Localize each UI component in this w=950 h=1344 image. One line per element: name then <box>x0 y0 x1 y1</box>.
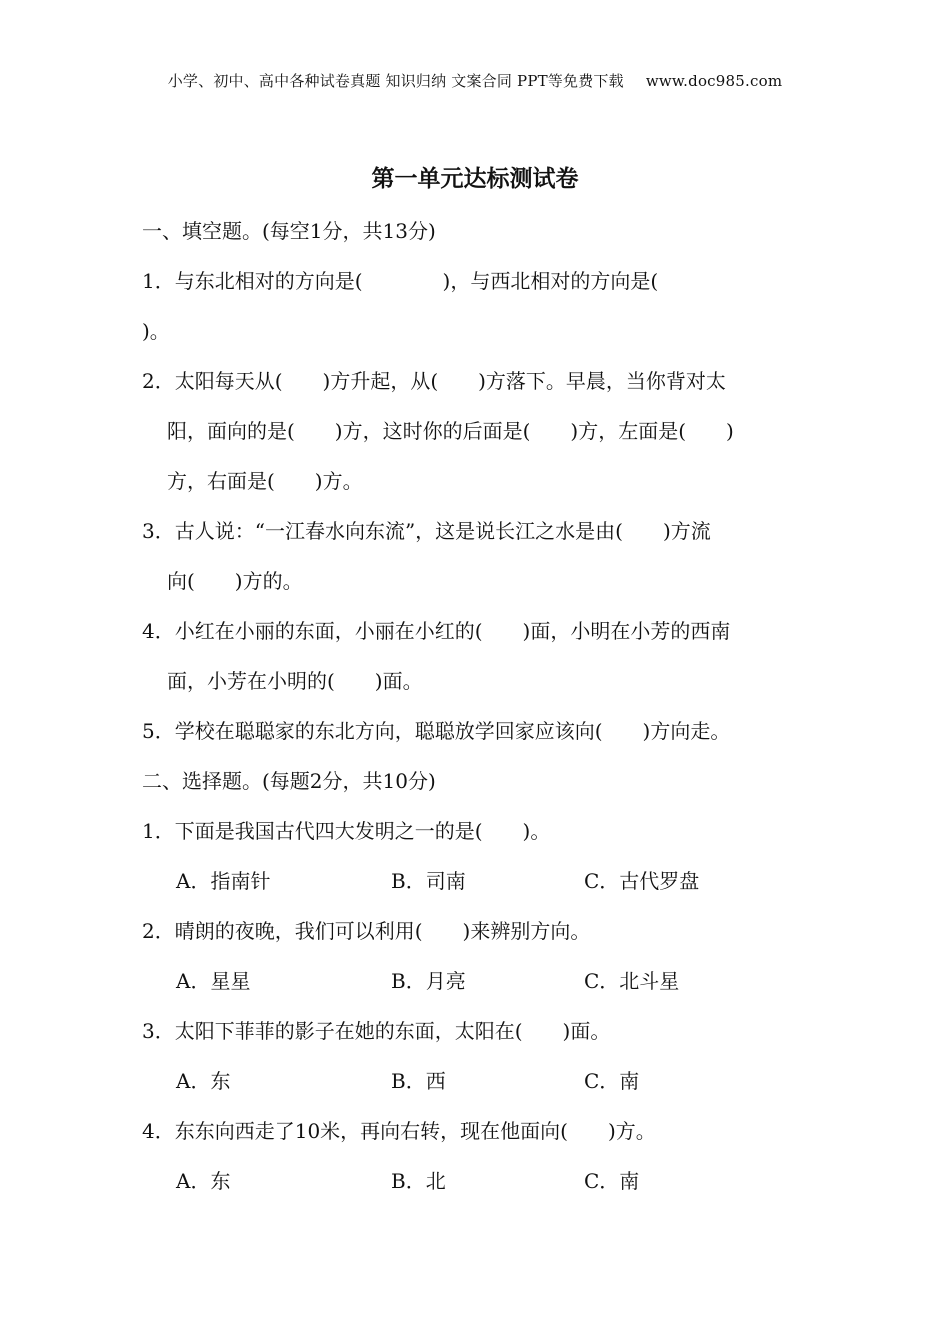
choice-question: 4．东东向西走了10米，再向右转，现在他面向( )方。 <box>142 1119 656 1143</box>
choice-question: 3．太阳下菲菲的影子在她的东面，太阳在( )面。 <box>142 1019 611 1043</box>
section2-heading: 二、选择题。(每题2分，共10分) <box>142 769 436 793</box>
page-header <box>0 70 950 91</box>
q2-line: 2．太阳每天从( )方升起，从( )方落下。早晨，当你背对太 <box>142 369 726 393</box>
option-c: C．北斗星 <box>584 969 680 993</box>
q3-line-cont: 向( )方的。 <box>167 569 303 593</box>
header-left-text: 小学、初中、高中各种试卷真题 知识归纳 文案合同 PPT等免费下载 <box>167 72 624 90</box>
choice-question: 2．晴朗的夜晚，我们可以利用( )来辨别方向。 <box>142 919 591 943</box>
q3-line: 3．古人说：“一江春水向东流”，这是说长江之水是由( )方流 <box>142 519 711 543</box>
choice-options <box>142 956 807 1006</box>
q2-line-cont: 方，右面是( )方。 <box>167 469 363 493</box>
exam-content <box>142 206 807 1206</box>
page-title: 第一单元达标测试卷 <box>371 166 579 192</box>
q1-line: 1．与东北相对的方向是( )，与西北相对的方向是( <box>142 269 659 293</box>
option-c: C．南 <box>584 1069 640 1093</box>
choice-options <box>142 1056 807 1106</box>
choice-options <box>142 856 807 906</box>
option-a: A．东 <box>176 1169 231 1193</box>
choice-options <box>142 1156 807 1206</box>
q5-line: 5．学校在聪聪家的东北方向，聪聪放学回家应该向( )方向走。 <box>142 719 731 743</box>
choice-question: 1．下面是我国古代四大发明之一的是( )。 <box>142 819 551 843</box>
option-a: A．星星 <box>176 969 251 993</box>
option-b: B．西 <box>391 1069 446 1093</box>
q4-line: 4．小红在小丽的东面，小丽在小红的( )面，小明在小芳的西南 <box>142 619 731 643</box>
option-b: B．月亮 <box>391 969 466 993</box>
option-b: B．司南 <box>391 869 466 893</box>
option-a: A．指南针 <box>176 869 271 893</box>
option-c: C．古代罗盘 <box>584 869 700 893</box>
section1-heading: 一、填空题。(每空1分，共13分) <box>142 219 436 243</box>
q4-line-cont: 面，小芳在小明的( )面。 <box>167 669 423 693</box>
option-b: B．北 <box>391 1169 446 1193</box>
option-c: C．南 <box>584 1169 640 1193</box>
header-website-link[interactable]: www.doc985.com <box>645 72 783 90</box>
q1-line-cont: )。 <box>142 319 170 343</box>
q2-line-cont: 阳，面向的是( )方，这时你的后面是( )方，左面是( ) <box>167 419 734 443</box>
option-a: A．东 <box>176 1069 231 1093</box>
